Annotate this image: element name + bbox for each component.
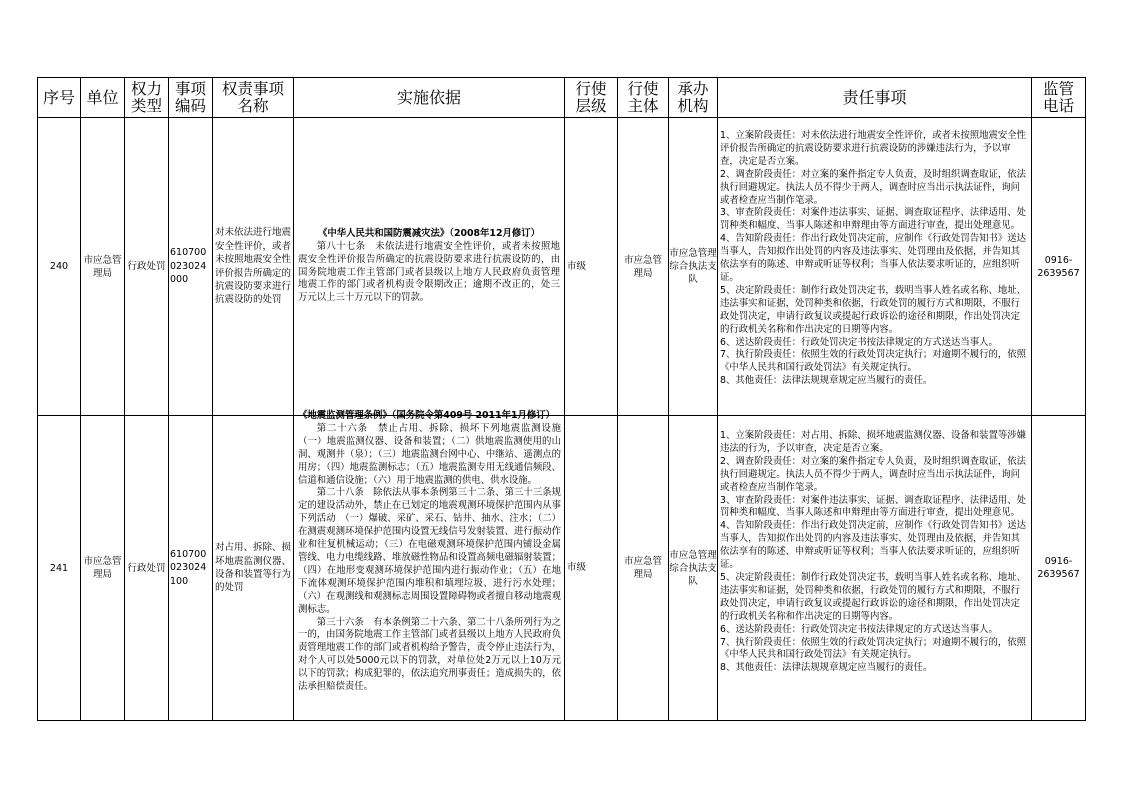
basis-title: 《中华人民共和国防震减灾法》（2008年12月修订）	[318, 227, 540, 239]
cell-seq: 240	[38, 118, 81, 416]
header-phone: 监管电话	[1032, 78, 1086, 118]
duty-item: 5、决定阶段责任：制作行政处罚决定书，载明当事人姓名或名称、地址、违法事实和证据，处罚种类和依据，行政处罚的履行方式和期限，不服行政处罚决定，申请行政复议或提起行政诉讼的途径和期限，作出处罚决定的行政机关名称和作出决定的日期等内容。	[720, 284, 1026, 335]
cell-subject: 市应急管理局	[618, 416, 669, 721]
duty-item: 1、立案阶段责任：对未依法进行地震安全性评价，或者未按照地震安全性评价报告所确定的抗震设防要求进行抗震设防的涉嫌违法行为，予以审查，决定是否立案。	[720, 130, 1026, 167]
power-list-table	[37, 77, 1086, 721]
duty-item: 8、其他责任：法律法规规章规定应当履行的责任。	[720, 662, 933, 674]
cell-unit: 市应急管理局	[81, 118, 125, 416]
cell-duties	[718, 118, 1032, 416]
basis-title: 《地震监测管理条例》（国务院令第409号 2011年1月修订）	[298, 410, 556, 421]
cell-item-name: 对占用、拆除、损坏地震监测仪器、设备和装置等行为的处罚	[213, 416, 294, 721]
duty-item: 4、告知阶段责任：作出行政处罚决定前，应制作《行政处罚告知书》送达当事人，告知拟作出处罚的内容及违法事实、处罚理由及依据，并告知其依法享有的陈述、申辩或听证等权利；当事人依法要求听证的，应组织听证。	[720, 233, 1026, 283]
cell-duties	[718, 416, 1032, 721]
header-power-type: 权力类型	[125, 78, 169, 118]
basis-paragraph: 第八十七条 未依法进行地震安全性评价，或者未按照地震安全性评价报告所确定的抗震设防要求进行抗震设防的，由国务院地震工作主管部门或者县级以上地方人民政府负责管理地震工作的部门或者机构责令限期改正；逾期不改正的，处三万元以上三十万元以下的罚款。	[298, 240, 560, 304]
header-seq: 序号	[38, 78, 81, 118]
cell-level: 市级	[565, 118, 618, 416]
duty-item: 6、送达阶段责任：行政处罚决定书按法律规定的方式送达当事人。	[720, 336, 998, 348]
cell-phone: 0916-2639567	[1032, 416, 1086, 721]
header-duties: 责任事项	[718, 78, 1032, 118]
basis-paragraph: 第二十八条 除依法从事本条例第三十二条、第三十三条规定的建设活动外，禁止在已划定的地震观测环境保护范围内从事下列活动 （一）爆破、采矿、采石、钻井、抽水、注水；（二）在测震观测环境保护范围内设置无线信号发射装置、进行振动作业和往复机械运动；（三）在电磁观测环境保护范围内铺设金属管线、电力电缆线路、堆放磁性物品和设置高频电磁辐射装置；（四）在地形变观测环境保护范围内进行振动作业；（五）在地下流体观测环境保护范围内堆积和填埋垃圾、进行污水处理；（六）在观测线和观测标志周围设置障碍物或者擅自移动地震观测标志。	[298, 487, 561, 615]
cell-seq: 241	[38, 416, 81, 721]
duty-item: 6、送达阶段责任：行政处罚决定书按法律规定的方式送达当事人。	[720, 623, 998, 635]
header-level: 行使层级	[565, 78, 618, 118]
header-item-code: 事项编码	[169, 78, 213, 118]
table-row	[38, 118, 1086, 416]
table-header-row	[38, 78, 1086, 118]
header-subject: 行使主体	[618, 78, 669, 118]
header-unit: 单位	[81, 78, 125, 118]
cell-power-type: 行政处罚	[125, 416, 169, 721]
cell-power-type: 行政处罚	[125, 118, 169, 416]
cell-unit: 市应急管理局	[81, 416, 125, 721]
duty-item: 1、立案阶段责任：对占用、拆除、损坏地震监测仪器、设备和装置等涉嫌违法的行为，予以审查，决定是否立案。	[720, 430, 1026, 454]
duty-item: 3、审查阶段责任：对案件违法事实、证据、调查取证程序、法律适用、处罚种类和幅度、当事人陈述和申辩理由等方面进行审查，提出处理意见。	[720, 494, 1026, 519]
basis-paragraph: 第二十六条 禁止占用、拆除、损坏下列地震监测设施（一）地震监测仪器、设备和装置；（二）供地震监测使用的山洞、观测井（泉）；（三）地震监测台网中心、中继站、遥测点的用房；（四）地震监测标志；（五）地震监测专用无线通信频段、信道和通信设施；（六）用于地震监测的供电、供水设施。	[298, 422, 561, 486]
duty-item: 8、其他责任：法律法规规章规定应当履行的责任。	[720, 375, 933, 387]
cell-level: 市级	[565, 416, 618, 721]
cell-basis	[294, 118, 565, 416]
table-row	[38, 416, 1086, 721]
duty-item: 7、执行阶段责任：依照生效的行政处罚决定执行；对逾期不履行的，依照《中华人民共和国行政处罚法》有关规定执行。	[720, 636, 1026, 661]
cell-item-code: 610700023024000	[169, 118, 213, 416]
cell-agency: 市应急管理综合执法支队	[669, 118, 718, 416]
duty-item: 4、告知阶段责任：作出行政处罚决定前，应制作《行政处罚告知书》送达当事人，告知拟作出处罚的内容及违法事实、处罚理由及依据，并告知其依法享有的陈述、申辩或听证等权利；当事人依法要求听证的，应组织听证。	[720, 520, 1026, 571]
duty-item: 2、调查阶段责任：对立案的案件指定专人负责，及时组织调查取证，依法执行回避规定。执法人员不得少于两人，调查时应当出示执法证件，询问或者检查应当制作笔录。	[720, 168, 1026, 206]
cell-subject: 市应急管理局	[618, 118, 669, 416]
header-agency: 承办机构	[669, 78, 718, 118]
basis-paragraph: 第三十六条 有本条例第二十六条、第二十八条所列行为之一的，由国务院地震工作主管部门或者县级以上地方人民政府负责管理地震工作的部门或者机构给予警告，责令停止违法行为，对个人可以处5000元以下的罚款，对单位处2万元以上10万元以下的罚款；构成犯罪的，依法追究刑事责任；造成损失的，依法承担赔偿责任。	[298, 616, 561, 693]
cell-phone: 0916-2639567	[1032, 118, 1086, 416]
cell-basis	[294, 410, 565, 721]
header-basis: 实施依据	[294, 78, 565, 118]
cell-agency: 市应急管理综合执法支队	[669, 416, 718, 721]
duty-item: 7、执行阶段责任：依照生效的行政处罚决定执行；对逾期不履行的，依照《中华人民共和国行政处罚法》有关规定执行。	[720, 349, 1026, 374]
cell-item-code: 610700023024100	[169, 416, 213, 721]
cell-item-name: 对未依法进行地震安全性评价，或者未按照地震安全性评价报告所确定的抗震设防要求进行抗震设防的处罚	[213, 118, 294, 416]
duty-item: 3、审查阶段责任：对案件违法事实、证据、调查取证程序、法律适用、处罚种类和幅度、当事人陈述和申辩理由等方面进行审查，提出处理意见。	[720, 207, 1026, 232]
duty-item: 2、调查阶段责任：对立案的案件指定专人负责，及时组织调查取证，依法执行回避规定。执法人员不得少于两人，调查时应当出示执法证件，询问或者检查应当制作笔录。	[720, 455, 1026, 493]
duty-item: 5、决定阶段责任：制作行政处罚决定书，载明当事人姓名或名称、地址、违法事实和证据，处罚种类和依据，行政处罚的履行方式和期限，不服行政处罚决定，申请行政复议或提起行政诉讼的途径和期限，作出处罚决定的行政机关名称和作出决定的日期等内容。	[720, 571, 1026, 622]
header-item-name: 权责事项名称	[213, 78, 294, 118]
